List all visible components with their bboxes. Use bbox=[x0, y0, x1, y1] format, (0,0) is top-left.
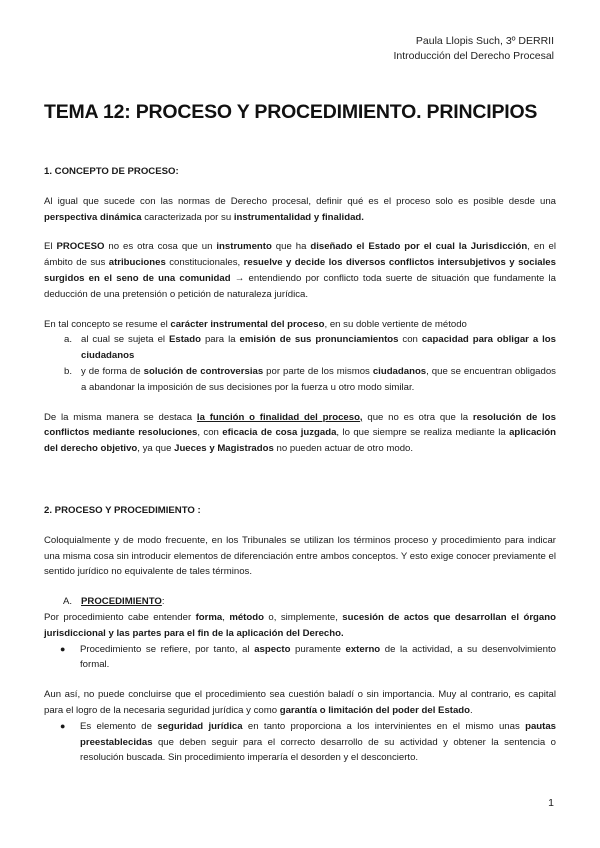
list-item-text bbox=[81, 334, 556, 361]
bold-text-run: Estado bbox=[169, 334, 201, 346]
list-marker: a. bbox=[64, 334, 73, 346]
text-run: , con bbox=[197, 427, 223, 439]
section-2-heading: 2. PROCESO Y PROCEDIMIENTO : bbox=[44, 504, 201, 516]
bold-text-run: emisión de sus pronunciamientos bbox=[239, 334, 399, 346]
text-run: De la misma manera se destaca bbox=[44, 411, 197, 423]
text-run: → entendiendo por conflicto toda suerte de situación que fundamente la deducción de una pretensión o petición de naturaleza jurídica. bbox=[44, 272, 556, 300]
list-item-text bbox=[80, 644, 556, 671]
bold-text-run: aspecto bbox=[254, 643, 291, 655]
bold-text-run: instrumento bbox=[216, 241, 272, 253]
text-run: , que se encuentran obligados a abandonar la imposición de sus decisiones por la fuerza u otro modo similar. bbox=[81, 365, 556, 393]
section-2-bullets-1 bbox=[44, 642, 556, 674]
text-run: Al igual que sucede con las normas de Derecho procesal, definir qué es el proceso solo es posible desde una bbox=[44, 195, 556, 207]
bold-text-run: instrumentalidad y finalidad. bbox=[233, 211, 364, 223]
bold-text-run: garantía o limitación del poder del Estado bbox=[279, 704, 471, 716]
section-2-paragraph-1 bbox=[44, 533, 556, 580]
header-subject: Introducción del Derecho Procesal bbox=[393, 50, 554, 62]
bold-text-run: atribuciones bbox=[108, 257, 166, 269]
text-run: puramente bbox=[290, 643, 346, 655]
list-item bbox=[44, 719, 556, 766]
text-run: En tal concepto se resume el bbox=[44, 318, 171, 330]
bold-text-run: pautas preestablecidas bbox=[80, 720, 557, 748]
bold-text-run: ciudadanos bbox=[372, 365, 427, 377]
bold-text-run: Jueces y Magistrados bbox=[174, 443, 274, 455]
text-run: no es otra cosa que un bbox=[104, 241, 217, 253]
text-run: , en su doble vertiente de método bbox=[324, 318, 467, 330]
bold-text-run: sucesión de actos que desarrollan el órgano jurisdiccional y las partes para el fin de la aplicación del Derecho. bbox=[44, 611, 556, 639]
bold-text-run: la función o finalidad del proceso, bbox=[196, 411, 363, 423]
text-run: Procedimiento se refiere, por tanto, al bbox=[80, 643, 255, 655]
text-run: de la actividad, a su desenvolvimiento formal. bbox=[80, 643, 556, 671]
text-run: con bbox=[398, 334, 422, 346]
bold-text-run: forma bbox=[195, 611, 223, 623]
page-header bbox=[393, 34, 554, 64]
text-run: . bbox=[470, 704, 473, 716]
section-1-paragraph-1 bbox=[44, 194, 556, 226]
document-body bbox=[44, 164, 556, 766]
section-2-bullets-2 bbox=[44, 719, 556, 766]
bold-text-run: eficacia de cosa juzgada bbox=[222, 427, 337, 439]
text-run: Es elemento de bbox=[80, 720, 158, 732]
text-run: Por procedimiento cabe entender bbox=[44, 611, 196, 623]
section-2-paragraph-3 bbox=[44, 687, 556, 719]
text-run: Aun así, no puede concluirse que el procedimiento sea cuestión baladí o sin importancia. Muy al contrario, es capital para el logro de la necesaria seguridad jurídica y como bbox=[44, 689, 556, 716]
bullet-icon: ● bbox=[60, 643, 66, 654]
subsection-a-heading bbox=[44, 594, 556, 610]
bullet-icon: ● bbox=[60, 720, 66, 731]
text-run: que deben seguir para el correcto desarrollo de su actividad y obtener la sentencia o resolución buscada. Sin procedimiento imperaría el desorden y el desconcierto. bbox=[80, 736, 556, 764]
bold-text-run: perspectiva dinámica bbox=[44, 211, 142, 223]
text-run: y de forma de bbox=[81, 365, 144, 377]
bold-text-run: solución de controversias bbox=[143, 365, 264, 377]
text-run: en tanto proporciona a los intervinientes en el mismo unas bbox=[242, 720, 526, 732]
text-run: caracterizada por su bbox=[141, 211, 234, 223]
page-number: 1 bbox=[548, 797, 554, 809]
bold-text-run: resuelve y decide los diversos conflictos intersubjetivos y sociales surgidos en el seno de una comunidad bbox=[44, 257, 556, 284]
text-run: , en el ámbito de sus bbox=[44, 241, 556, 269]
subsection-marker: A. bbox=[63, 596, 73, 608]
page-title: TEMA 12: PROCESO Y PROCEDIMIENTO. PRINCIPIOS bbox=[44, 101, 538, 123]
section-1-heading: 1. CONCEPTO DE PROCESO: bbox=[44, 166, 179, 177]
bold-text-run: método bbox=[229, 611, 264, 623]
text-run: que ha bbox=[271, 241, 311, 253]
text-run: constitucionales, bbox=[165, 257, 244, 269]
header-author: Paula Llopis Such, 3º DERRII bbox=[415, 35, 554, 47]
section-1-paragraph-2 bbox=[44, 239, 556, 302]
text-run: o, simplemente, bbox=[263, 611, 343, 623]
list-item bbox=[44, 332, 556, 364]
text-run: no pueden actuar de otro modo. bbox=[273, 443, 414, 455]
text-run: , lo que siempre se realiza mediante la bbox=[336, 427, 510, 439]
bold-text-run: PROCESO bbox=[56, 241, 105, 253]
text-run: , bbox=[222, 611, 230, 623]
bold-text-run: diseñado el Estado por el cual la Jurisdicción bbox=[310, 241, 528, 253]
section-1-list bbox=[44, 332, 556, 395]
text-run: , ya que bbox=[137, 443, 175, 455]
bold-text-run: externo bbox=[345, 643, 381, 655]
text-run: El bbox=[44, 241, 57, 253]
text-run: para la bbox=[201, 334, 240, 346]
subsection-colon: : bbox=[161, 596, 165, 608]
bold-text-run: carácter instrumental del proceso bbox=[170, 318, 325, 330]
bold-text-run: aplicación del derecho objetivo bbox=[44, 427, 556, 455]
list-item-text bbox=[81, 366, 556, 393]
text-run: Coloquialmente y de modo frecuente, en los Tribunales se utilizan los términos proceso y procedimiento para indicar una misma cosa sin introducir elementos de diferenciación entre ambos conceptos. Y esto exige conocer previamente el sentido jurídico no equivalente de tales términos. bbox=[44, 534, 556, 578]
list-marker: b. bbox=[64, 365, 73, 377]
text-run: al cual se sujeta el bbox=[81, 334, 169, 346]
bold-text-run: capacidad para obligar a los ciudadanos bbox=[81, 334, 556, 362]
text-run: por parte de los mismos bbox=[263, 365, 373, 377]
section-1-paragraph-4 bbox=[44, 410, 556, 457]
subsection-label: PROCEDIMIENTO bbox=[81, 596, 162, 608]
section-2-paragraph-2 bbox=[44, 610, 556, 642]
text-run: que no es otra que la bbox=[362, 411, 473, 423]
bold-text-run: resolución de los conflictos mediante resoluciones bbox=[44, 411, 557, 439]
list-item bbox=[44, 364, 556, 396]
list-item-text bbox=[80, 721, 556, 764]
section-1-paragraph-3 bbox=[44, 317, 556, 333]
list-item bbox=[44, 642, 556, 674]
bold-text-run: seguridad jurídica bbox=[157, 720, 243, 732]
